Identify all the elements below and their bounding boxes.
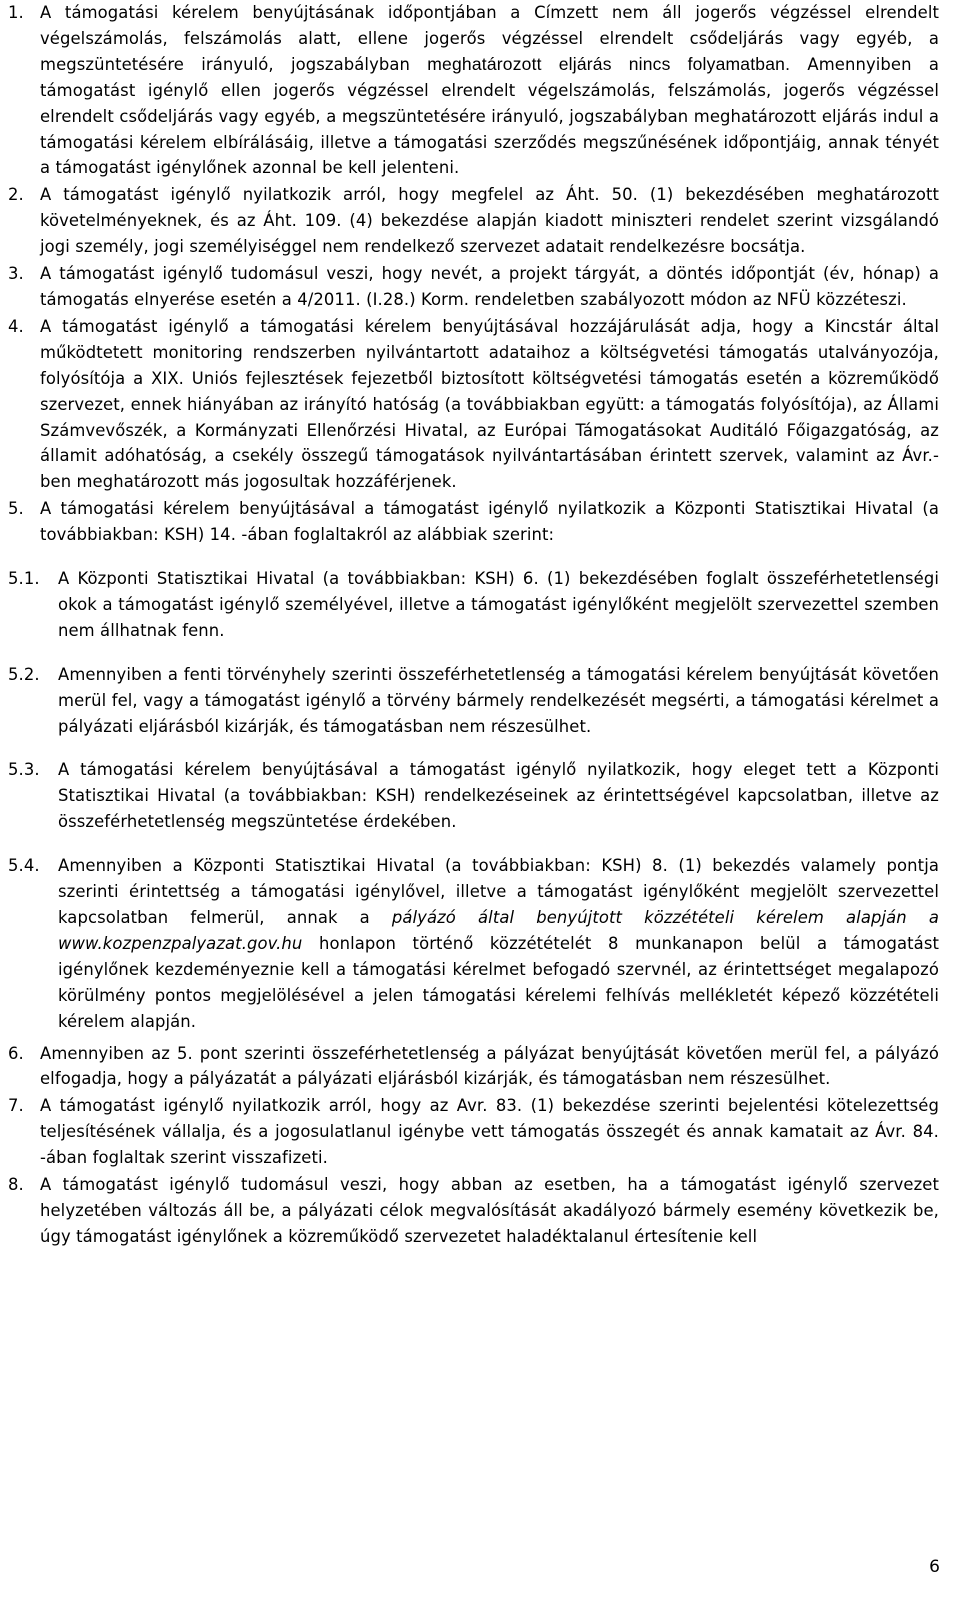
item-number: 8. <box>8 1175 24 1195</box>
item-text: Amennyiben a Központi Statisztikai Hivatal (a továbbiakban: KSH) 8. (1) bekezdés valamely pontja szerinti érintettség a támogatási igénylővel, illetve a támogatást igénylőként megjelölt szervezettel kapcsolatban felmerül, annak a pályázó által benyújtott közzétételi kérelem alapján a www.kozpenzpalyazat.gov.hu honlapon történő közzétételét 8 munkanapon belül a támogatást igénylőnek kezdeményeznie kell a támogatási kérelmet befogadó szervnél, az érintettséget megalapozó körülmény pontos megjelölésével a jelen támogatási kérelemi felhívás mellékletét képező közzétételi kérelem alapján. <box>58 856 939 1031</box>
item-text: A támogatási kérelem benyújtásával a támogatást igénylő nyilatkozik a Központi Statisztikai Hivatal (a továbbiakban: KSH) 14. -ában foglaltakról az alábbiak szerint: <box>40 499 939 545</box>
item-number: 1. <box>8 3 24 22</box>
list-item <box>8 1093 939 1171</box>
item-number: 6. <box>8 1043 24 1063</box>
item-text: A támogatást igénylő tudomásul veszi, hogy nevét, a projekt tárgyát, a döntés időpontját (év, hónap) a támogatás elnyerése esetén a 4/2011. (I.28.) Korm. rendeletben szabályozott módon az NFÜ közzéteszi. <box>40 264 939 309</box>
item-text: Amennyiben az 5. pont szerinti összeférhetetlenség a pályázat benyújtását követően merül fel, a pályázó elfogadja, hogy a pályázatát a pályázati eljárásból kizárják, és támogatásban nem részesülhet. <box>40 1043 939 1089</box>
italic-text: pályázó által benyújtott közzétételi kérelem alapján a www.kozpenzpalyazat.gov.hu <box>58 908 939 953</box>
item-text: A támogatást igénylő nyilatkozik arról, hogy megfelel az Áht. 50. (1) bekezdésében meghatározott követelményeknek, és az Áht. 109. (4) bekezdése alapján kiadott miniszteri rendelet szerint vizsgálandó jogi személy, jogi személyiséggel nem rendelkező szervezet adatait rendelkezésre bocsátja. <box>40 185 939 257</box>
item-number: 5.2. <box>8 664 40 684</box>
document-page <box>8 0 939 1250</box>
item-text: A támogatást igénylő tudomásul veszi, hogy abban az esetben, ha a támogatást igénylő szervezet helyzetében változás áll be, a pályázati célok megvalósítását akadályozó bármely esemény következik be, úgy támogatást igénylőnek a közreműködő szervezetet haladéktalanul értesítenie kell <box>40 1175 939 1246</box>
item-text: Amennyiben a fenti törvényhely szerinti összeférhetetlenség a támogatási kérelem benyújtását követően merül fel, vagy a támogatást igénylő a törvény bármely rendelkezését megsérti, a támogatási kérelmet a pályázati eljárásból kizárják, és támogatásban nem részesülhet. <box>58 664 939 736</box>
list-item <box>8 1041 939 1093</box>
item-text: A támogatási kérelem benyújtásával a támogatást igénylő nyilatkozik, hogy eleget tett a Központi Statisztikai Hivatal (a továbbiakban: KSH) rendelkezéseinek az érintettségével kapcsolatban, illetve az összeférhetetlenség megszüntetése érdekében. <box>58 760 939 832</box>
item-number: 3. <box>8 264 24 284</box>
sub-list-item <box>8 757 939 835</box>
sub-list-item <box>8 662 939 740</box>
sub-list-item <box>8 566 939 644</box>
list-item <box>8 496 939 548</box>
item-number: 7. <box>8 1096 24 1116</box>
item-text: A támogatást igénylő nyilatkozik arról, hogy az Avr. 83. (1) bekezdése szerinti bejelentési kötelezettség teljesítésének vállalja, és a jogosulatlanul igénybe vett támogatás összegét és annak kamatait az Ávr. 84. -ában foglaltak szerint visszafizeti. <box>40 1096 939 1168</box>
item-number: 4. <box>8 316 24 336</box>
item-number: 5. <box>8 499 24 519</box>
item-number: 5.1. <box>8 569 40 589</box>
list-item <box>8 261 939 313</box>
list-item <box>8 314 939 495</box>
sub-list-item <box>8 853 939 1034</box>
list-item <box>8 0 939 181</box>
item-text: A támogatási kérelem benyújtásának időpontjában a Címzett nem áll jogerős végzéssel elrendelt végelszámolás, felszámolás alatt, ellene jogerős végzéssel elrendelt csődeljárás vagy egyéb, a megszüntetésére irányuló, jogszabályban meghatározott eljárás nincs folyamatban. Amennyiben a támogatást igénylő ellen jogerős végzéssel elrendelt végelszámolás, felszámolás, jogerős végzéssel elrendelt csődeljárás vagy egyéb, a megszüntetésére irányuló, jogszabályban meghatározott eljárás indul a támogatási kérelem elbírálásáig, illetve a támogatási szerződés megszűnésének időpontjáig, annak tényét a támogatást igénylőnek azonnal be kell jelenteni. <box>40 3 939 178</box>
page-number: 6 <box>929 1557 940 1577</box>
list-item <box>8 1172 939 1250</box>
item-number: 2. <box>8 185 24 205</box>
item-number: 5.3. <box>8 760 40 780</box>
item-number: 5.4. <box>8 856 40 876</box>
item-text: A Központi Statisztikai Hivatal (a továbbiakban: KSH) 6. (1) bekezdésében foglalt összeférhetetlenségi okok a támogatást igénylő személyével, illetve a támogatást igénylőként megjelölt szervezettel szemben nem állhatnak fenn. <box>58 569 939 640</box>
item-text: A támogatást igénylő a támogatási kérelem benyújtásával hozzájárulását adja, hogy a Kincstár által működtetett monitoring rendszerben nyilvántartott adataihoz a költségvetési támogatás utalványozója, folyósítója a XIX. Uniós fejlesztések fejezetből biztosított költségvetési támogatás esetén a közreműködő szervezet, ennek hiányában az irányító hatóság (a továbbiakban együtt: a támogatás folyósítója), az Állami Számvevőszék, a Kormányzati Ellenőrzési Hivatal, az Európai Támogatásokat Auditáló Főigazgatóság, az államit adóhatóság, a csekély összegű támogatások nyilvántartásában érintett szervek, valamint az Ávr.-ben meghatározott más jogosultak hozzáférjenek. <box>40 316 939 492</box>
list-item <box>8 182 939 260</box>
